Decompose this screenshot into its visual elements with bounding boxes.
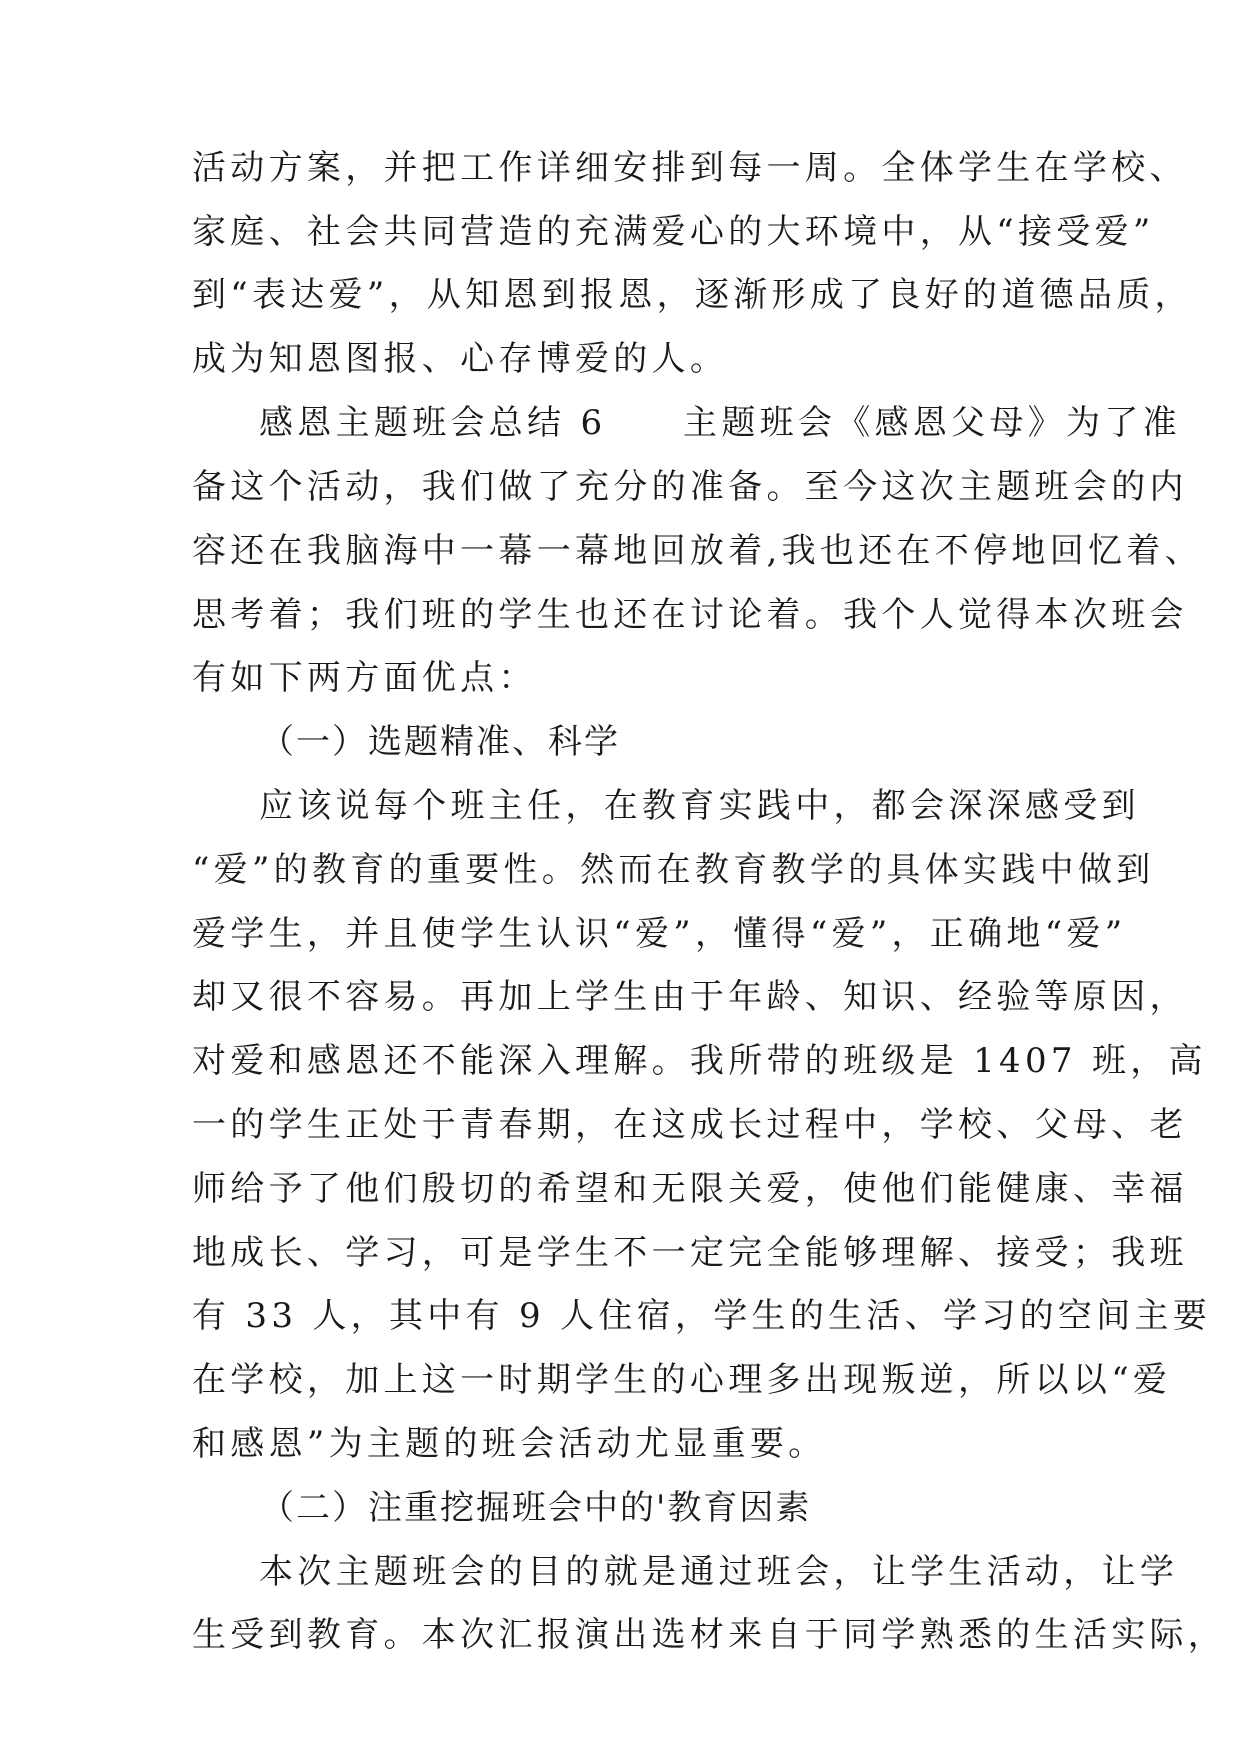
text-line: 地成长、学习，可是学生不一定完全能够理解、接受；我班 [192,1233,1188,1273]
text-line: 到“表达爱”，从知恩到报恩，逐渐形成了良好的道德品质， [192,275,1193,315]
subheading-two: （二）注重挖掘班会中的'教育因素 [260,1488,812,1528]
subheading-one: （一）选题精准、科学 [260,722,620,762]
text-line: “爱”的教育的重要性。然而在教育教学的具体实践中做到 [192,850,1155,890]
section-heading-line: 感恩主题班会总结 6 主题班会《感恩父母》为了准 [259,403,1181,443]
text-line: 师给予了他们殷切的希望和无限关爱，使他们能健康、幸福 [192,1169,1188,1209]
text-line: 和感恩”为主题的班会活动尤显重要。 [192,1424,827,1464]
text-line: 成为知恩图报、心存博爱的人。 [192,339,729,379]
text-line: 有如下两方面优点： [192,658,537,698]
text-line: 活动方案，并把工作详细安排到每一周。全体学生在学校、 [192,148,1188,188]
text-line: 对爱和感恩还不能深入理解。我所带的班级是 1407 班，高 [192,1041,1207,1081]
text-line: 爱学生，并且使学生认识“爱”，懂得“爱”，正确地“爱” [192,914,1127,954]
text-line: 思考着；我们班的学生也还在讨论着。我个人觉得本次班会 [192,595,1188,635]
text-line: 应该说每个班主任，在教育实践中，都会深深感受到 [259,786,1140,826]
text-line: 生受到教育。本次汇报演出选材来自于同学熟悉的生活实际， [192,1615,1227,1655]
text-line: 容还在我脑海中一幕一幕地回放着,我也还在不停地回忆着、 [192,531,1203,571]
text-line: 有 33 人，其中有 9 人住宿，学生的生活、学习的空间主要 [192,1296,1212,1336]
text-line: 家庭、社会共同营造的充满爱心的大环境中，从“接受爱” [192,212,1155,252]
text-line: 本次主题班会的目的就是通过班会，让学生活动，让学 [259,1552,1179,1592]
text-line: 备这个活动，我们做了充分的准备。至今这次主题班会的内 [192,467,1188,507]
text-line: 一的学生正处于青春期，在这成长过程中，学校、父母、老 [192,1105,1188,1145]
text-line: 却又很不容易。再加上学生由于年龄、知识、经验等原因， [192,977,1188,1017]
text-line: 在学校，加上这一时期学生的心理多出现叛逆，所以以“爱 [192,1360,1172,1400]
